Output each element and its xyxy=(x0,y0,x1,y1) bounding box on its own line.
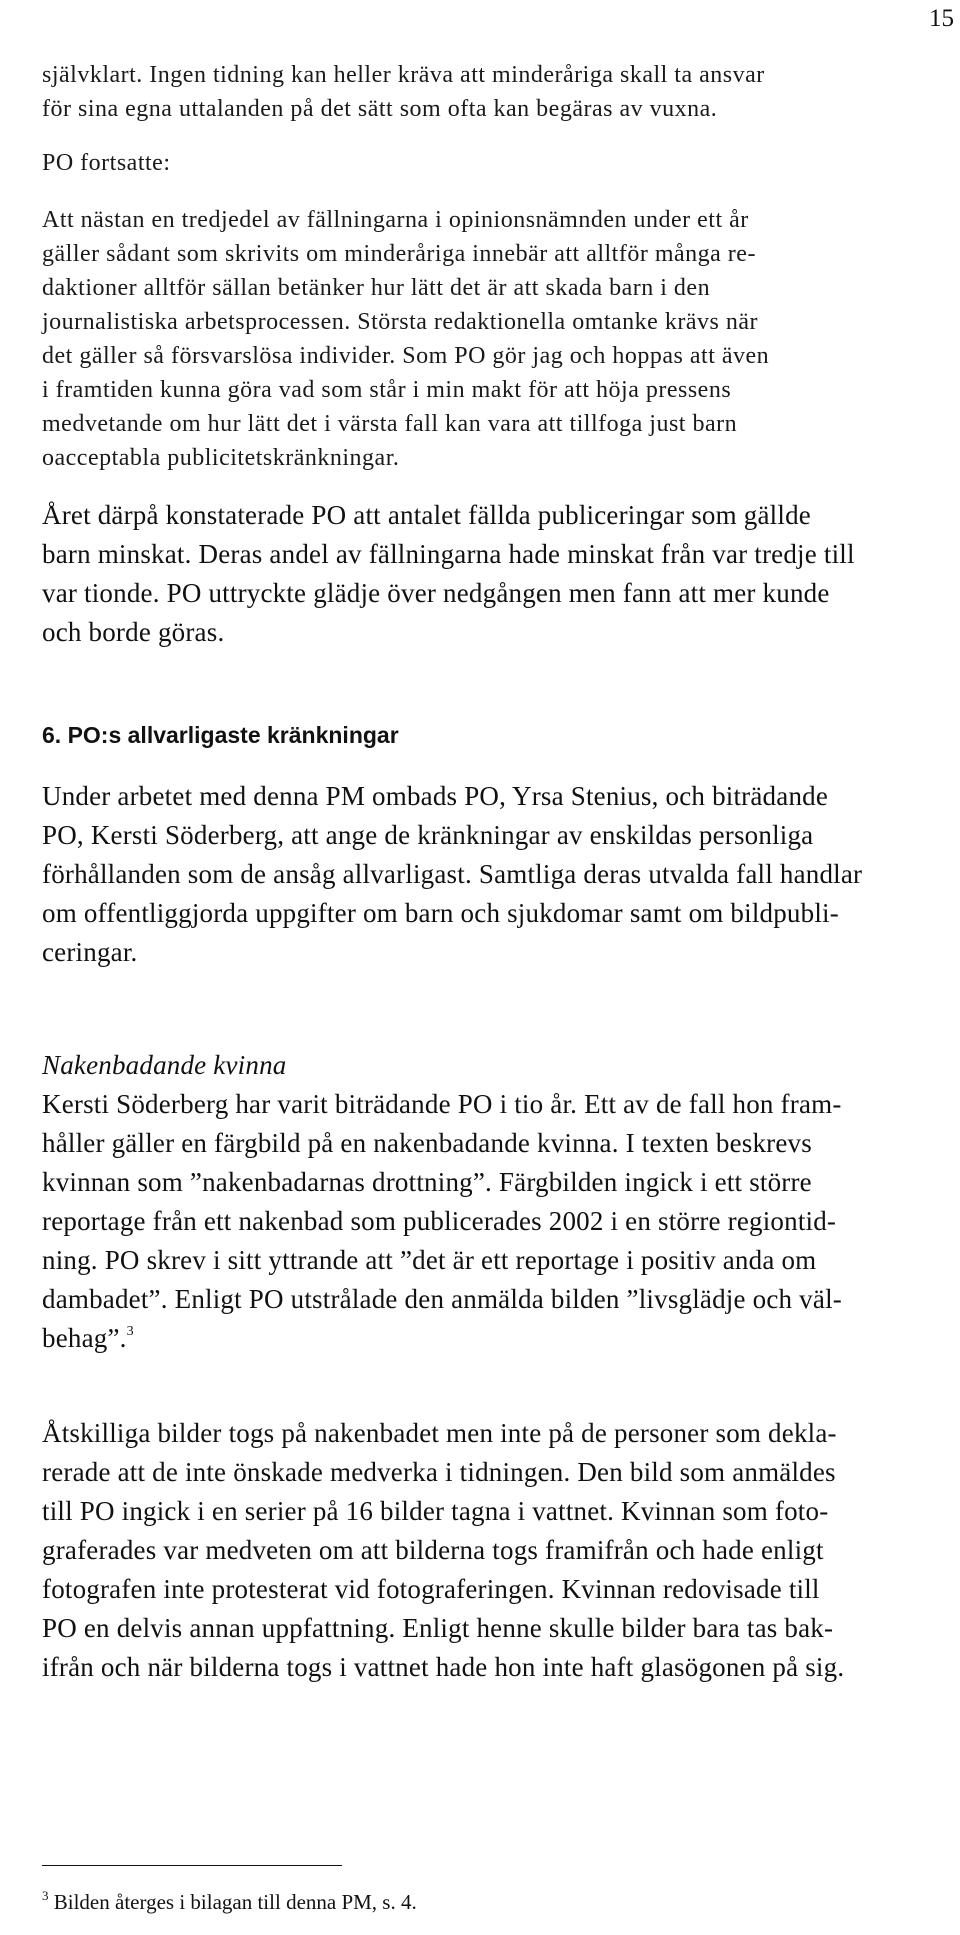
text-line: var tionde. PO uttryckte glädje över nedgången men fann att mer kunde xyxy=(42,578,830,608)
text-line: i framtiden kunna göra vad som står i min makt för att höja pressens xyxy=(42,377,732,403)
text-line: PO en delvis annan uppfattning. Enligt henne skulle bilder bara tas bak- xyxy=(42,1613,834,1643)
text-line: för sina egna uttalanden på det sätt som ofta kan begäras av vuxna. xyxy=(42,96,718,122)
text-span: behag”. xyxy=(42,1323,127,1353)
footnote-divider xyxy=(42,1865,342,1866)
text-line: ifrån och när bilderna togs i vattnet hade hon inte haft glasögonen på sig. xyxy=(42,1652,845,1682)
section-heading: 6. PO:s allvarligaste kränkningar xyxy=(42,722,399,748)
text-line: förhållanden som de ansåg allvarligast. Samtliga deras utvalda fall handlar xyxy=(42,859,863,889)
footnote-text: Bilden återges i bilagan till denna PM, s. 4. xyxy=(53,1890,417,1914)
text-line: Under arbetet med denna PM ombads PO, Yrsa Stenius, och biträdande xyxy=(42,781,829,811)
text-line: håller gäller en färgbild på en nakenbadande kvinna. I texten beskrevs xyxy=(42,1128,812,1158)
text-line: ning. PO skrev i sitt yttrande att ”det är ett reportage i positiv anda om xyxy=(42,1245,817,1275)
text-line: rerade att de inte önskade medverka i tidningen. Den bild som anmäldes xyxy=(42,1457,836,1487)
text-line: Året därpå konstaterade PO att antalet fällda publiceringar som gällde xyxy=(42,500,811,530)
text-line: graferades var medveten om att bilderna togs framifrån och hade enligt xyxy=(42,1535,824,1565)
text-line: kvinnan som ”nakenbadarnas drottning”. Färgbilden ingick i ett större xyxy=(42,1167,812,1197)
text-line: det gäller så försvarslösa individer. Som PO gör jag och hoppas att även xyxy=(42,343,770,369)
text-line: självklart. Ingen tidning kan heller kräva att minderåriga skall ta ansvar xyxy=(42,62,765,88)
text-line: till PO ingick i en serier på 16 bilder tagna i vattnet. Kvinnan som foto- xyxy=(42,1496,829,1526)
text-line: fotografen inte protesterat vid fotograferingen. Kvinnan redovisade till xyxy=(42,1574,820,1604)
text-line: om offentliggjorda uppgifter om barn och sjukdomar samt om bildpubli- xyxy=(42,898,839,928)
footnote xyxy=(42,1890,417,1915)
text-line: PO, Kersti Söderberg, att ange de kränkningar av enskildas personliga xyxy=(42,820,814,850)
text-line: reportage från ett nakenbad som publicerades 2002 i en större regiontid- xyxy=(42,1206,837,1236)
text-line: barn minskat. Deras andel av fällningarna hade minskat från var tredje till xyxy=(42,539,855,569)
footnote-number: 3 xyxy=(42,1888,49,1903)
subsection-heading: Nakenbadande kvinna xyxy=(42,1050,287,1080)
text-line: och borde göras. xyxy=(42,617,225,647)
footnote-ref: 3 xyxy=(126,1324,134,1339)
text-line: gäller sådant som skrivits om minderåriga innebär att alltför många re- xyxy=(42,241,756,267)
text-line: Kersti Söderberg har varit biträdande PO i tio år. Ett av de fall hon fram- xyxy=(42,1089,842,1119)
text-line: oacceptabla publicitetskränkningar. xyxy=(42,445,400,471)
text-line: medvetande om hur lätt det i värsta fall kan vara att tillfoga just barn xyxy=(42,411,738,437)
page-number: 15 xyxy=(929,5,954,32)
text-line: journalistiska arbetsprocessen. Största redaktionella omtanke krävs när xyxy=(42,309,758,335)
text-line: dambadet”. Enligt PO utstrålade den anmälda bilden ”livsglädje och väl- xyxy=(42,1284,842,1314)
text-line: ceringar. xyxy=(42,937,138,967)
text-line: Åtskilliga bilder togs på nakenbadet men inte på de personer som dekla- xyxy=(42,1418,837,1448)
text-line: PO fortsatte: xyxy=(42,150,171,176)
text-line: daktioner alltför sällan betänker hur lätt det är att skada barn i den xyxy=(42,275,711,301)
text-line: Att nästan en tredjedel av fällningarna i opinionsnämnden under ett år xyxy=(42,207,749,233)
text-line xyxy=(42,1323,134,1354)
